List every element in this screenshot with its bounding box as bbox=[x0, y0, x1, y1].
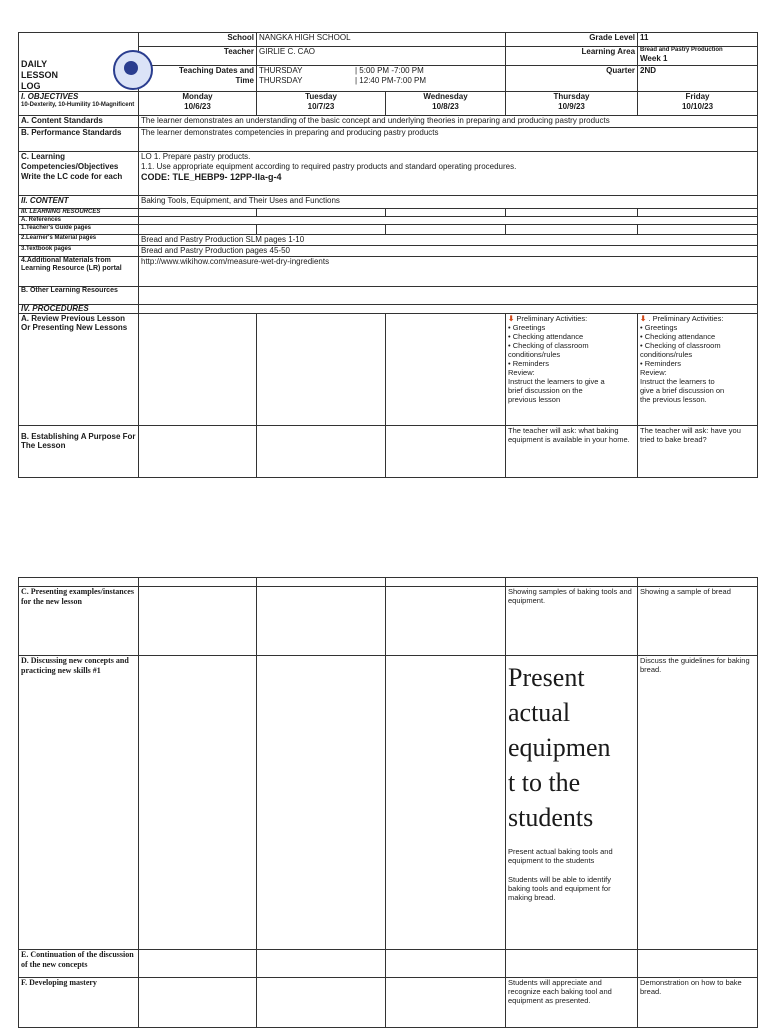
empty-cell bbox=[257, 209, 386, 217]
day-name: Wednesday bbox=[423, 92, 468, 102]
empty-cell bbox=[638, 225, 758, 235]
day-tuesday bbox=[257, 92, 386, 116]
empty-cell bbox=[19, 578, 139, 587]
time-value: | 5:00 PM -7:00 PM bbox=[355, 66, 424, 76]
review-line: • Greetings bbox=[640, 322, 678, 332]
day-wednesday bbox=[386, 92, 506, 116]
review-line: • Checking of classroom bbox=[508, 340, 589, 350]
content-label: II. CONTENT bbox=[19, 196, 139, 209]
big-line: actual bbox=[508, 698, 571, 728]
empty-cell bbox=[257, 578, 386, 587]
empty-cell bbox=[386, 656, 506, 950]
day-name: Friday bbox=[685, 92, 710, 102]
empty-cell bbox=[139, 286, 758, 304]
content-standards-value: The learner demonstrates an understanding of the basic concept and underlying theories in preparing and producing pastry products bbox=[139, 116, 758, 128]
review-line: • Reminders bbox=[640, 358, 681, 368]
review-line: • Reminders bbox=[508, 358, 549, 368]
performance-standards-label: B. Performance Standards bbox=[19, 128, 139, 152]
school-label: School bbox=[139, 33, 257, 47]
friday-discussing: Discuss the guidelines for baking bread. bbox=[638, 656, 758, 950]
day-date: 10/7/23 bbox=[307, 101, 335, 111]
objectives-cell bbox=[19, 92, 139, 116]
empty-cell bbox=[257, 425, 386, 477]
school-value: NANGKA HIGH SCHOOL bbox=[257, 33, 506, 47]
review-line: conditions/rules bbox=[640, 349, 693, 359]
empty-cell bbox=[139, 225, 257, 235]
empty-cell bbox=[139, 978, 257, 1028]
empty-cell bbox=[386, 225, 506, 235]
dates-label bbox=[139, 66, 257, 92]
day-value: THURSDAY bbox=[259, 66, 303, 76]
empty-cell bbox=[506, 578, 638, 587]
review-line: conditions/rules bbox=[508, 349, 561, 359]
teacher-label: Teacher bbox=[139, 47, 257, 66]
empty-cell bbox=[638, 578, 758, 587]
review-line: . Preliminary Activities: bbox=[648, 313, 724, 323]
empty-cell bbox=[386, 587, 506, 656]
continuation-label: E. Continuation of the discussion of the new concepts bbox=[19, 950, 139, 978]
review-line: brief discussion on the bbox=[508, 385, 583, 395]
review-line: Review: bbox=[640, 367, 667, 377]
big-line: Present bbox=[508, 663, 585, 692]
friday-purpose: The teacher will ask: have you tried to bake bread? bbox=[638, 425, 758, 477]
grade-label: Grade Level bbox=[506, 33, 638, 47]
competency-line: 1.1. Use appropriate equipment according to required pastry products and standard operating procedures. bbox=[141, 161, 517, 171]
learners-material-value: Bread and Pastry Production SLM pages 1-10 bbox=[139, 235, 758, 246]
empty-cell bbox=[257, 225, 386, 235]
competency-line: LO 1. Prepare pastry products. bbox=[141, 152, 251, 162]
empty-cell bbox=[638, 950, 758, 978]
objectives-label: I. OBJECTIVES bbox=[21, 92, 79, 102]
empty-cell bbox=[257, 313, 386, 425]
procedures-label: IV. PROCEDURES bbox=[19, 304, 139, 313]
empty-cell bbox=[386, 578, 506, 587]
review-line: previous lesson bbox=[508, 394, 561, 404]
content-value: Baking Tools, Equipment, and Their Uses and Functions bbox=[139, 196, 758, 209]
area-value bbox=[638, 47, 758, 66]
empty-cell bbox=[386, 313, 506, 425]
empty-cell bbox=[506, 209, 638, 217]
empty-cell bbox=[386, 209, 506, 217]
empty-cell bbox=[139, 587, 257, 656]
title-line: LOG bbox=[21, 80, 41, 91]
discussing-text: Students will be able to identify baking tools and equipment for making bread. bbox=[508, 875, 611, 903]
grade-value: 11 bbox=[638, 33, 758, 47]
big-line: equipmen bbox=[508, 733, 611, 763]
competencies-value bbox=[139, 152, 758, 196]
empty-cell bbox=[139, 217, 758, 225]
thursday-review bbox=[506, 313, 638, 425]
empty-cell bbox=[139, 425, 257, 477]
dates-label-line: Time bbox=[235, 76, 254, 86]
empty-cell bbox=[506, 225, 638, 235]
review-line: • Checking attendance bbox=[508, 331, 584, 341]
thursday-purpose: The teacher will ask: what baking equipment is available in your home. bbox=[506, 425, 638, 477]
dll-table-bottom bbox=[18, 577, 758, 1028]
empty-cell bbox=[638, 209, 758, 217]
title-line: DAILY bbox=[21, 59, 48, 69]
empty-cell bbox=[257, 656, 386, 950]
review-line: the previous lesson. bbox=[640, 394, 707, 404]
discussing-label: D. Discussing new concepts and practicing new skills #1 bbox=[19, 656, 139, 950]
title-line: LESSON bbox=[21, 69, 59, 80]
learners-material-label: 2.Learner's Material pages bbox=[19, 235, 139, 246]
time-value: | 12:40 PM-7:00 PM bbox=[355, 76, 426, 86]
review-line: • Greetings bbox=[508, 322, 546, 332]
review-line: Preliminary Activities: bbox=[516, 313, 588, 323]
empty-cell bbox=[139, 950, 257, 978]
arrow-icon: ⬇ bbox=[640, 313, 647, 323]
textbook-label: 3.Textbook pages bbox=[19, 245, 139, 256]
review-line: Review: bbox=[508, 367, 535, 377]
day-name: Thursday bbox=[553, 92, 590, 102]
empty-cell bbox=[139, 209, 257, 217]
big-line: students bbox=[508, 803, 594, 833]
performance-standards-value: The learner demonstrates competencies in preparing and producing pastry products bbox=[139, 128, 758, 152]
review-line: Instruct the learners to bbox=[640, 376, 715, 386]
thursday-discussing bbox=[506, 656, 638, 950]
teacher-value: GIRLIE C. CAO bbox=[257, 47, 506, 66]
review-label: A. Review Previous Lesson Or Presenting New Lessons bbox=[19, 313, 139, 425]
additional-materials-label: 4.Additional Materials from Learning Resource (LR) portal bbox=[19, 256, 139, 286]
deped-seal-logo bbox=[113, 50, 153, 90]
empty-cell bbox=[257, 587, 386, 656]
review-line: • Checking attendance bbox=[640, 331, 716, 341]
review-line: • Checking of classroom bbox=[640, 340, 721, 350]
thursday-mastery: Students will appreciate and recognize each baking tool and equipment as presented. bbox=[506, 978, 638, 1028]
arrow-icon: ⬇ bbox=[508, 313, 515, 323]
empty-cell bbox=[139, 313, 257, 425]
teachers-guide-label: 1.Teacher's Guide pages bbox=[19, 225, 139, 235]
empty-cell bbox=[386, 978, 506, 1028]
day-name: Tuesday bbox=[305, 92, 337, 102]
empty-cell bbox=[386, 950, 506, 978]
big-line: t to the bbox=[508, 768, 581, 798]
presenting-label: C. Presenting examples/instances for the new lesson bbox=[19, 587, 139, 656]
content-standards-label: A. Content Standards bbox=[19, 116, 139, 128]
review-line: Instruct the learners to give a bbox=[508, 376, 605, 386]
resources-label: III. LEARNING RESOURCES bbox=[19, 209, 139, 217]
friday-mastery: Demonstration on how to bake bread. bbox=[638, 978, 758, 1028]
competencies-label: C. Learning Competencies/Objectives Write the LC code for each bbox=[19, 152, 139, 196]
additional-materials-value[interactable]: http://www.wikihow.com/measure-wet-dry-ingredients bbox=[139, 256, 758, 286]
thursday-presenting: Showing samples of baking tools and equipment. bbox=[506, 587, 638, 656]
day-date: 10/6/23 bbox=[184, 101, 211, 111]
day-thursday bbox=[506, 92, 638, 116]
day-date: 10/8/23 bbox=[432, 101, 459, 111]
purpose-label: B. Establishing A Purpose For The Lesson bbox=[19, 425, 139, 477]
objectives-sublabel: 10-Dexterity, 10-Humility 10-Magnificent bbox=[21, 101, 135, 108]
empty-cell bbox=[257, 978, 386, 1028]
other-resources-label: B. Other Learning Resources bbox=[19, 286, 139, 304]
review-line: give a brief discussion on bbox=[640, 385, 725, 395]
empty-cell bbox=[386, 425, 506, 477]
empty-cell bbox=[139, 304, 758, 313]
day-value: THURSDAY bbox=[259, 76, 303, 86]
area-label: Learning Area bbox=[506, 47, 638, 66]
friday-presenting: Showing a sample of bread bbox=[638, 587, 758, 656]
day-friday bbox=[638, 92, 758, 116]
area-value-week: Week 1 bbox=[640, 53, 668, 63]
mastery-label: F. Developing mastery bbox=[19, 978, 139, 1028]
discussing-text: Present actual baking tools and equipment to the students bbox=[508, 847, 613, 866]
day-date: 10/9/23 bbox=[558, 101, 585, 111]
empty-cell bbox=[257, 950, 386, 978]
empty-cell bbox=[506, 950, 638, 978]
day-monday bbox=[139, 92, 257, 116]
competency-code: CODE: TLE_HEBP9- 12PP-IIa-g-4 bbox=[141, 171, 282, 182]
dll-table-top bbox=[18, 32, 758, 478]
empty-cell bbox=[139, 578, 257, 587]
area-value-subject: Bread and Pastry Production bbox=[640, 47, 723, 54]
dates-value bbox=[257, 66, 506, 92]
quarter-value: 2ND bbox=[638, 66, 758, 92]
dll-page-2 bbox=[18, 577, 757, 1028]
dll-page-1 bbox=[18, 32, 757, 478]
references-label: A. References bbox=[19, 217, 139, 225]
day-date: 10/10/23 bbox=[681, 101, 714, 111]
day-name: Monday bbox=[182, 92, 213, 102]
empty-cell bbox=[139, 656, 257, 950]
quarter-label: Quarter bbox=[506, 66, 638, 92]
friday-review bbox=[638, 313, 758, 425]
dates-label-line: Teaching Dates and bbox=[179, 66, 254, 76]
textbook-value: Bread and Pastry Production pages 45-50 bbox=[139, 245, 758, 256]
